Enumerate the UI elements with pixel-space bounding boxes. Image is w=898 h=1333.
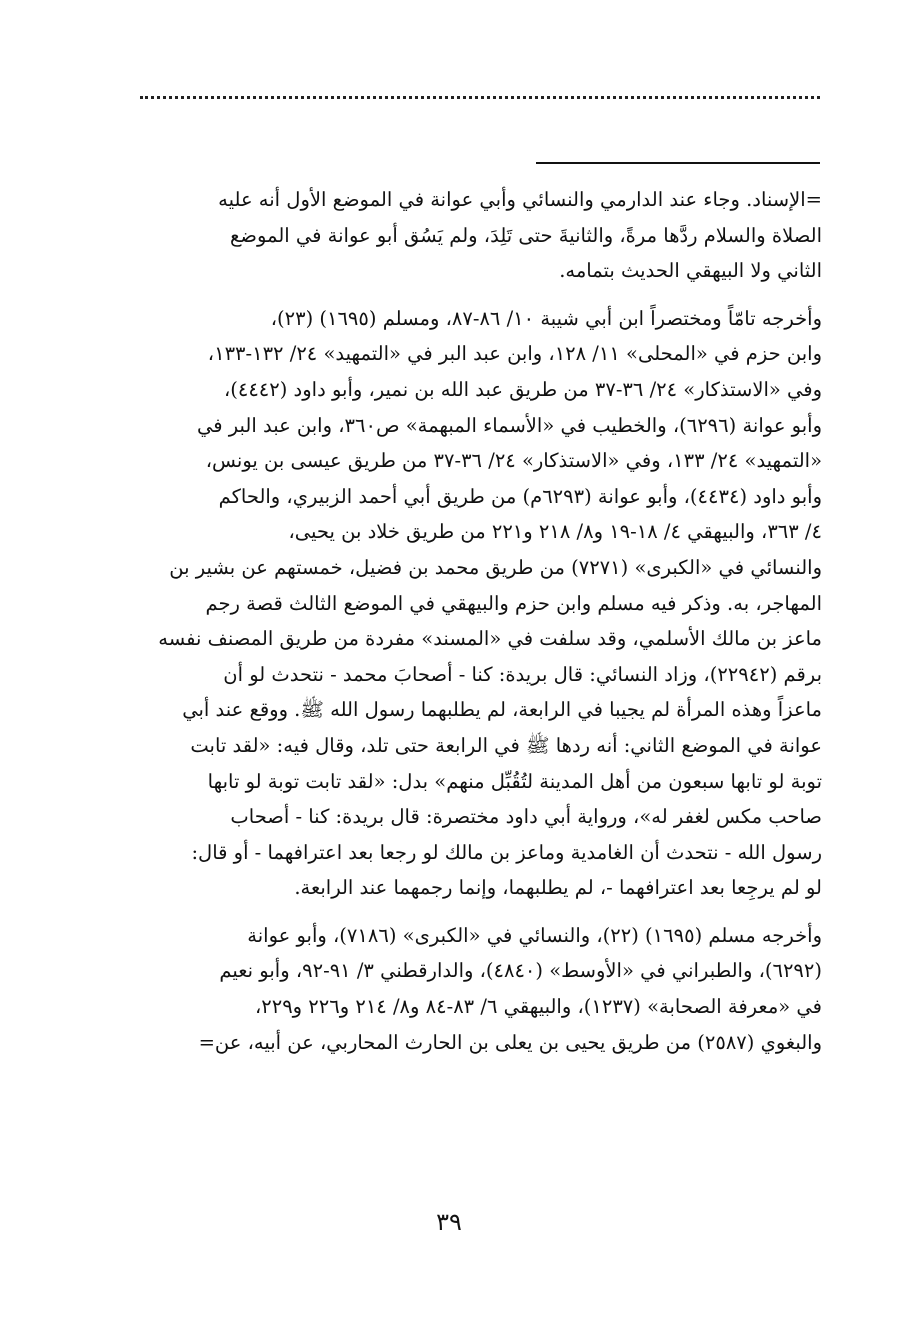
text-line: وأخرجه مسلم (١٦٩٥) (٢٢)، والنسائي في «الكبرى» (٧١٨٦)، وأبو عوانة xyxy=(247,923,822,947)
text-line: وأبو عوانة (٦٢٩٦)، والخطيب في «الأسماء المبهمة» ص٣٦٠، وابن عبد البر في xyxy=(196,413,822,437)
footnote-text-block xyxy=(122,182,822,1072)
text-line: رسول الله - نتحدث أن الغامدية وماعز بن مالك لو رجعا بعد اعترافهما - أو قال: xyxy=(191,840,822,864)
text-line: (٦٢٩٢)، والطبراني في «الأوسط» (٤٨٤٠)، والدارقطني ٣/ ٩١-٩٢، وأبو نعيم xyxy=(219,959,822,983)
text-line: =الإسناد. وجاء عند الدارمي والنسائي وأبي عوانة في الموضع الأول أنه عليه xyxy=(218,188,822,211)
text-line: الصلاة والسلام ردَّها مرةً، والثانيةَ حتى تَلِدَ، ولم يَسُق أبو عوانة في الموضع xyxy=(230,223,822,247)
paragraph xyxy=(122,301,822,906)
text-line: في «معرفة الصحابة» (١٢٣٧)، والبيهقي ٦/ ٨٣-٨٤ و٨/ ٢١٤ و٢٢٦ و٢٢٩، xyxy=(254,995,822,1019)
text-line: وفي «الاستذكار» ٢٤/ ٣٦-٣٧ من طريق عبد الله بن نمير، وأبو داود (٤٤٤٢)، xyxy=(223,377,822,401)
text-line: برقم (٢٢٩٤٢)، وزاد النسائي: قال بريدة: كنا - أصحابَ محمد - نتحدث لو أن xyxy=(223,662,822,686)
text-line: ٤/ ٣٦٣، والبيهقي ٤/ ١٨-١٩ و٨/ ٢١٨ و٢٢١ من طريق خلاد بن يحيى، xyxy=(288,520,822,544)
text-line: لو لم يرجِعا بعد اعترافهما -، لم يطلبهما، وإنما رجمهما عند الرابعة. xyxy=(294,876,822,900)
text-line: المهاجر، به. وذكر فيه مسلم وابن حزم والبيهقي في الموضع الثالث قصة رجم xyxy=(205,591,822,615)
text-line: «التمهيد» ٢٤/ ١٣٣، وفي «الاستذكار» ٢٤/ ٣٦-٣٧ من طريق عيسى بن يونس، xyxy=(205,449,822,473)
page-number: ٣٩ xyxy=(436,1208,462,1236)
footnote-separator-rule xyxy=(536,162,820,164)
text-line: والبغوي (٢٥٨٧) من طريق يحيى بن يعلى بن الحارث المحاربي، عن أبيه، عن= xyxy=(198,1030,822,1054)
paragraph xyxy=(122,918,822,1060)
text-line: عوانة في الموضع الثاني: أنه ردها ﷺ في الرابعة حتى تلد، وقال فيه: «لقد تابت xyxy=(190,733,822,757)
text-line: ماعز بن مالك الأسلمي، وقد سلفت في «المسند» مفردة من طريق المصنف نفسه xyxy=(158,627,822,651)
text-line: وابن حزم في «المحلى» ١١/ ١٢٨، وابن عبد البر في «التمهيد» ٢٤/ ١٣٢-١٣٣، xyxy=(207,342,822,366)
header-dotted-rule xyxy=(140,96,820,99)
text-line: صاحب مكس لغفر له»، ورواية أبي داود مختصرة: قال بريدة: كنا - أصحاب xyxy=(230,805,822,829)
text-line: توبة لو تابها سبعون من أهل المدينة لتُقُبِّل منهم» بدل: «لقد تابت توبة لو تابها xyxy=(207,769,822,793)
text-line: ماعزاً وهذه المرأة لم يجيبا في الرابعة، لم يطلبهما رسول الله ﷺ. ووقع عند أبي xyxy=(182,698,822,722)
text-line: الثاني ولا البيهقي الحديث بتمامه. xyxy=(559,259,822,283)
paragraph xyxy=(122,182,822,289)
text-line: وأخرجه تامّاً ومختصراً ابن أبي شيبة ١٠/ ٨٦-٨٧، ومسلم (١٦٩٥) (٢٣)، xyxy=(270,306,822,330)
text-line: والنسائي في «الكبرى» (٧٢٧١) من طريق محمد بن فضيل، خمستهم عن بشير بن xyxy=(169,555,822,579)
text-line: وأبو داود (٤٤٣٤)، وأبو عوانة (٦٢٩٣م) من طريق أبي أحمد الزبيري، والحاكم xyxy=(218,484,822,508)
